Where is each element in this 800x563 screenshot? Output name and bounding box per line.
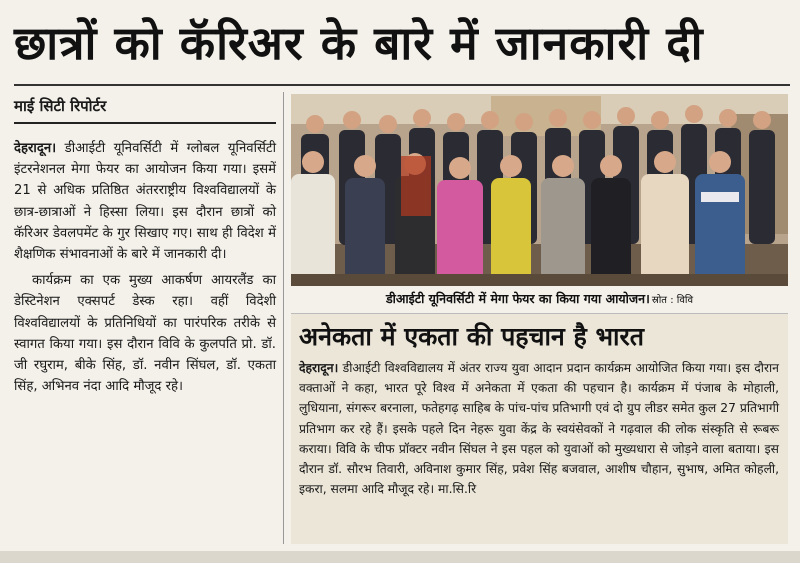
- boxed-story-body: [299, 358, 779, 499]
- article-paragraph-1: [14, 138, 276, 265]
- boxed-story-signoff: मा.सि.रि: [434, 482, 477, 497]
- dateline: देहरादून।: [14, 141, 57, 156]
- group-photo-illustration: [291, 94, 788, 286]
- bottom-edge: [0, 551, 800, 563]
- photo-source: स्रोत : विवि: [651, 295, 694, 306]
- caption-text: डीआईटी यूनिवर्सिटी में मेगा फेयर का किया गया आयोजन।: [385, 291, 650, 306]
- group-photo: [291, 94, 788, 286]
- boxed-story-title: अनेकता में एकता की पहचान है भारत: [299, 322, 644, 351]
- boxed-dateline: देहरादून।: [299, 361, 339, 375]
- boxed-story: [291, 313, 788, 544]
- boxed-story-text: डीआईटी विश्वविद्यालय में अंतर राज्य युवा आदान प्रदान कार्यक्रम आयोजित किया गया। इस दौरान वक्ताओं ने कहा, भारत पूरे विश्व में अनेकता में एकता की पहचान है। कार्यक्रम में पंजाब के मोहाली, लुधियाना, संगरूर बरनाला, फतेहगढ़ साहिब के पांच-पांच प्रतिभागी एवं दो ग्रुप लीडर समेत कुल 27 प्रतिभागी प्रतिभाग कर रहे हैं। इसके पहले दिन नेहरू युवा केंद्र के स्वयंसेवकों ने गढ़वाल की लोक संस्कृति से रूबरू कराया। विवि के चीफ प्रॉक्टर नवीन सिंघल ने इस पहल को युवाओं को मुख्यधारा से जोड़ने वाला बताया। इस दौरान डॉ. सौरभ तिवारी, अविनाश कुमार सिंह, प्रवेश सिंह बजवाल, आशीष चौहान, सुभाष, अमित कोहली, इकरा, सलमा आदि मौजूद रहे।: [299, 361, 779, 497]
- headline-rule: [14, 84, 790, 86]
- photo-caption: [291, 288, 788, 310]
- paragraph-1-text: डीआईटी यूनिवर्सिटी में ग्लोबल यूनिवर्सिटी इंटरनेशनल मेगा फेयर का आयोजन किया गया। इसमें 21 से अधिक प्रतिष्ठित अंतरराष्ट्रीय विश्वविद्यालयों के छात्र-छात्राओं ने हिस्सा लिया। इस दौरान छात्रों को कॅरिअर डेवलपमेंट के गुर सिखाए गए। साथ ही विदेश में शैक्षणिक संभावनाओं के बारे में जानकारी दी।: [14, 141, 276, 263]
- headline: छात्रों को कॅरिअर के बारे में जानकारी दी: [14, 16, 704, 70]
- column-divider: [283, 92, 284, 544]
- byline: माई सिटी रिपोर्टर: [14, 96, 276, 124]
- left-column-article: [14, 138, 276, 402]
- article-paragraph-2: कार्यक्रम का एक मुख्य आकर्षण आयरलैंड का डेस्टिनेशन एक्सपर्ट डेस्क रहा। वहीं विदेशी विश्वविद्यालयों के प्रतिनिधियों का पारंपरिक तरीके से स्वागत किया गया। इस दौरान विवि के कुलपति प्रो. डॉ. जी रघुराम, बीके सिंह, डॉ. नवीन सिंघल, डॉ. एकता सिंह, अभिनव नंदा आदि मौजूद रहे।: [14, 273, 276, 395]
